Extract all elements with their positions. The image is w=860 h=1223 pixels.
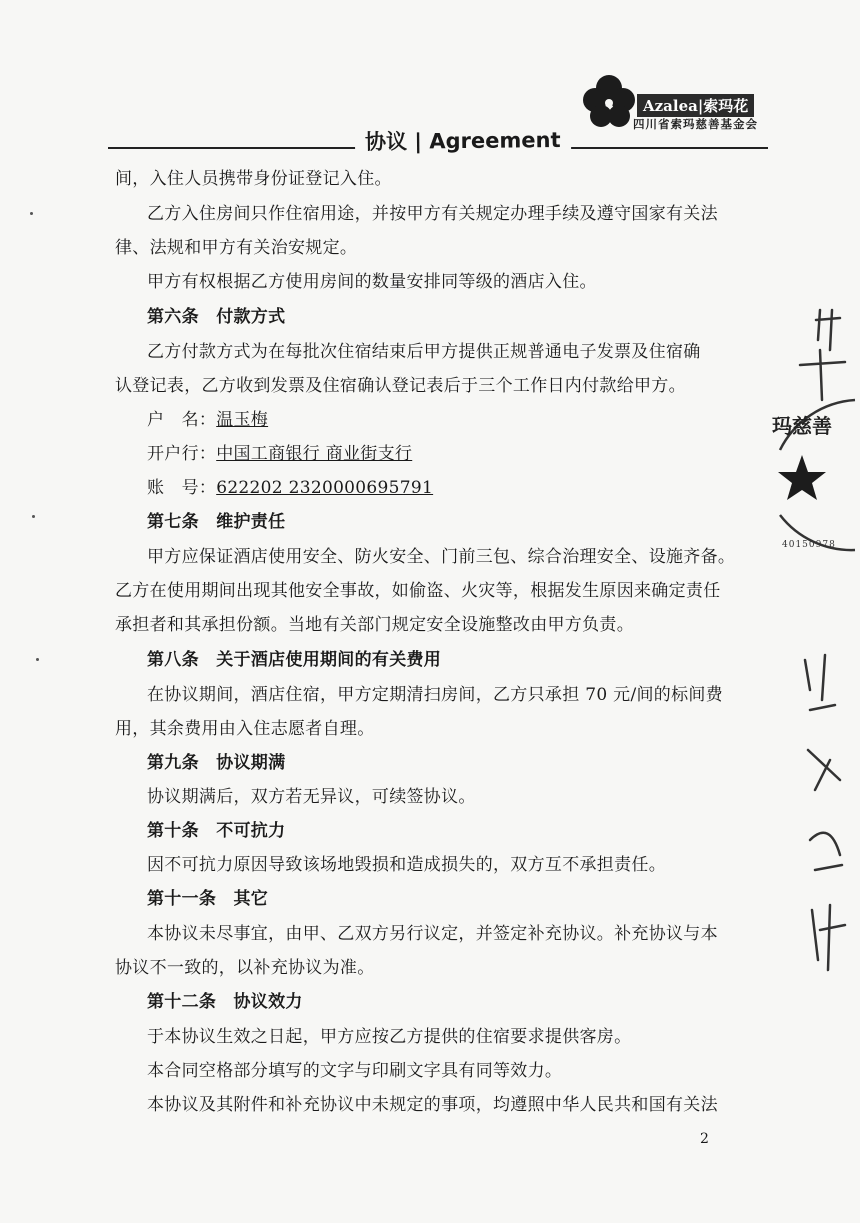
paragraph-line: 协议不一致的，以补充协议为准。 bbox=[115, 958, 375, 978]
article-heading: 第十一条 其它 bbox=[147, 889, 269, 909]
article-heading: 第八条 关于酒店使用期间的有关费用 bbox=[147, 650, 442, 670]
handwriting-marks bbox=[770, 280, 860, 980]
paragraph-line: 因不可抗力原因导致该场地毁损和造成损失的，双方互不承担责任。 bbox=[147, 855, 666, 875]
paragraph-line: 在协议期间，酒店住宿，甲方定期清扫房间，乙方只承担 70 元/间的标间费 bbox=[147, 685, 723, 705]
page-number: 2 bbox=[700, 1131, 709, 1147]
paragraph-line: 本合同空格部分填写的文字与印刷文字具有同等效力。 bbox=[147, 1061, 563, 1081]
seal-text: 玛慈善 bbox=[772, 414, 832, 438]
paragraph-line: 本协议未尽事宜，由甲、乙双方另行议定，并签定补充协议。补充协议与本 bbox=[147, 924, 718, 944]
foundation-logo bbox=[577, 70, 772, 140]
paragraph-line: 乙方在使用期间出现其他安全事故，如偷盗、火灾等，根据发生原因来确定责任 bbox=[115, 581, 721, 601]
article-heading: 第十条 不可抗力 bbox=[147, 821, 286, 841]
azalea-flower-icon bbox=[577, 70, 641, 134]
article-heading: 第七条 维护责任 bbox=[147, 512, 286, 532]
account-name-label: 户 名： bbox=[147, 410, 217, 430]
paragraph-line: 承担者和其承担份额。当地有关部门规定安全设施整改由甲方负责。 bbox=[115, 615, 634, 635]
article-heading: 第六条 付款方式 bbox=[147, 307, 286, 327]
account-bank-row bbox=[147, 443, 412, 465]
paragraph-line: 乙方入住房间只作住宿用途，并按甲方有关规定办理手续及遵守国家有关法 bbox=[147, 204, 718, 224]
account-number-row bbox=[147, 477, 433, 499]
article-heading: 第九条 协议期满 bbox=[147, 753, 286, 773]
paragraph-line: 间，入住人员携带身份证登记入住。 bbox=[115, 169, 392, 189]
paragraph-line: 甲方应保证酒店使用安全、防火安全、门前三包、综合治理安全、设施齐备。 bbox=[147, 547, 736, 567]
scan-speck bbox=[30, 212, 33, 215]
account-bank-label: 开户行： bbox=[147, 444, 217, 464]
paragraph-line: 协议期满后，双方若无异议，可续签协议。 bbox=[147, 787, 476, 807]
paragraph-line: 乙方付款方式为在每批次住宿结束后甲方提供正规普通电子发票及住宿确 bbox=[147, 342, 701, 362]
paragraph-line: 认登记表，乙方收到发票及住宿确认登记表后于三个工作日内付款给甲方。 bbox=[115, 376, 686, 396]
account-number-label: 账 号： bbox=[147, 478, 217, 498]
scan-speck bbox=[32, 515, 35, 518]
paragraph-line: 甲方有权根据乙方使用房间的数量安排同等级的酒店入住。 bbox=[147, 272, 597, 292]
paragraph-line: 用，其余费用由入住志愿者自理。 bbox=[115, 719, 375, 739]
account-bank-value: 中国工商银行 商业街支行 bbox=[216, 444, 413, 464]
logo-brand-text: Azalea|索玛花 bbox=[637, 94, 754, 117]
account-name-value: 温玉梅 bbox=[216, 410, 269, 430]
paragraph-line: 律、法规和甲方有关治安规定。 bbox=[115, 238, 358, 258]
logo-org-name: 四川省索玛慈善基金会 bbox=[633, 117, 758, 131]
paragraph-line: 本协议及其附件和补充协议中未规定的事项，均遵照中华人民共和国有关法 bbox=[147, 1095, 718, 1115]
paragraph-line: 于本协议生效之日起，甲方应按乙方提供的住宿要求提供客房。 bbox=[147, 1027, 632, 1047]
seal-code: 40150978 bbox=[782, 540, 836, 550]
article-heading: 第十二条 协议效力 bbox=[147, 992, 303, 1012]
scan-speck bbox=[36, 658, 39, 661]
account-number-value: 622202 2320000695791 bbox=[216, 478, 434, 498]
header-title: 协议 | Agreement bbox=[355, 124, 571, 156]
account-name-row bbox=[147, 409, 268, 431]
